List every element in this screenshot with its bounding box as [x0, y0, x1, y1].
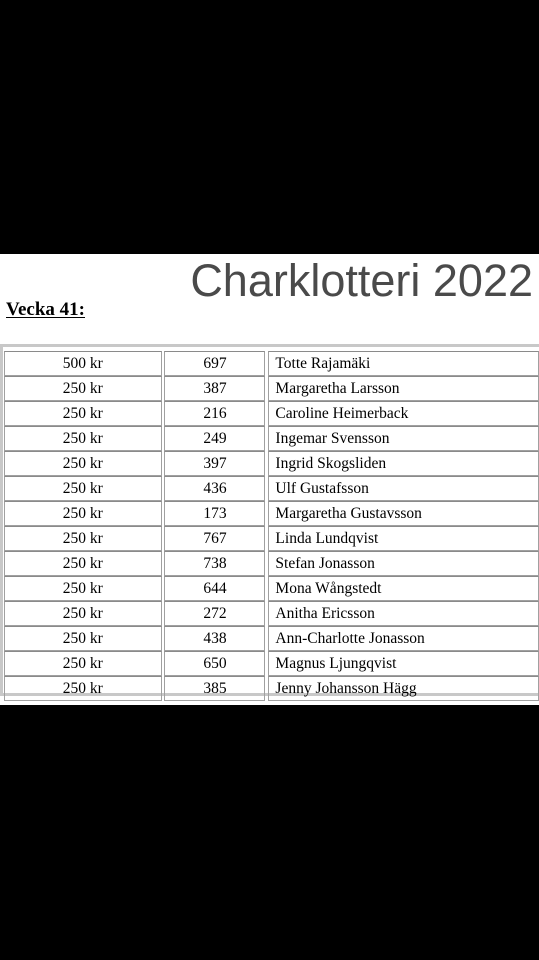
table-row: [4, 401, 539, 426]
prize-cell: 250 kr: [4, 451, 162, 476]
winner-name-cell: Margaretha Larsson: [268, 376, 539, 401]
table-row: [4, 676, 539, 701]
ticket-number-cell: 767: [164, 526, 265, 551]
table-row: [4, 601, 539, 626]
table-row: [4, 626, 539, 651]
table-row: [4, 651, 539, 676]
table-row: [4, 376, 539, 401]
ticket-number-cell: 216: [164, 401, 265, 426]
prize-cell: 250 kr: [4, 551, 162, 576]
ticket-number-cell: 650: [164, 651, 265, 676]
prize-cell: 250 kr: [4, 601, 162, 626]
document-title: Charklotteri 2022: [190, 255, 533, 306]
table-row: [4, 551, 539, 576]
winner-name-cell: Magnus Ljungqvist: [268, 651, 539, 676]
winner-name-cell: Ulf Gustafsson: [268, 476, 539, 501]
ticket-number-cell: 397: [164, 451, 265, 476]
winner-name-cell: Ann-Charlotte Jonasson: [268, 626, 539, 651]
table-row: [4, 501, 539, 526]
ticket-number-cell: 385: [164, 676, 265, 701]
winner-name-cell: Mona Wångstedt: [268, 576, 539, 601]
prize-cell: 250 kr: [4, 401, 162, 426]
table-row: [4, 476, 539, 501]
prize-cell: 250 kr: [4, 526, 162, 551]
winner-name-cell: Margaretha Gustavsson: [268, 501, 539, 526]
prize-cell: 250 kr: [4, 576, 162, 601]
ticket-number-cell: 173: [164, 501, 265, 526]
ticket-number-cell: 438: [164, 626, 265, 651]
ticket-number-cell: 387: [164, 376, 265, 401]
table-row: [4, 451, 539, 476]
ticket-number-cell: 697: [164, 351, 265, 376]
table-row: [4, 576, 539, 601]
winner-name-cell: Linda Lundqvist: [268, 526, 539, 551]
ticket-number-cell: 738: [164, 551, 265, 576]
ticket-number-cell: 644: [164, 576, 265, 601]
table-row: [4, 426, 539, 451]
winner-name-cell: Ingrid Skogsliden: [268, 451, 539, 476]
winner-name-cell: Stefan Jonasson: [268, 551, 539, 576]
table-row: [4, 526, 539, 551]
ticket-number-cell: 249: [164, 426, 265, 451]
winner-name-cell: Totte Rajamäki: [268, 351, 539, 376]
winners-table: [4, 351, 539, 701]
week-heading: Vecka 41:: [6, 299, 85, 320]
winner-name-cell: Caroline Heimerback: [268, 401, 539, 426]
ticket-number-cell: 436: [164, 476, 265, 501]
prize-cell: 500 kr: [4, 351, 162, 376]
winner-name-cell: Jenny Johansson Hägg: [268, 676, 539, 701]
winner-name-cell: Anitha Ericsson: [268, 601, 539, 626]
prize-cell: 250 kr: [4, 626, 162, 651]
prize-cell: 250 kr: [4, 376, 162, 401]
document-page: [0, 254, 539, 705]
prize-cell: 250 kr: [4, 426, 162, 451]
winner-name-cell: Ingemar Svensson: [268, 426, 539, 451]
prize-cell: 250 kr: [4, 651, 162, 676]
prize-cell: 250 kr: [4, 476, 162, 501]
prize-cell: 250 kr: [4, 501, 162, 526]
winners-table-body: [4, 351, 539, 701]
ticket-number-cell: 272: [164, 601, 265, 626]
table-row: [4, 351, 539, 376]
prize-cell: 250 kr: [4, 676, 162, 701]
